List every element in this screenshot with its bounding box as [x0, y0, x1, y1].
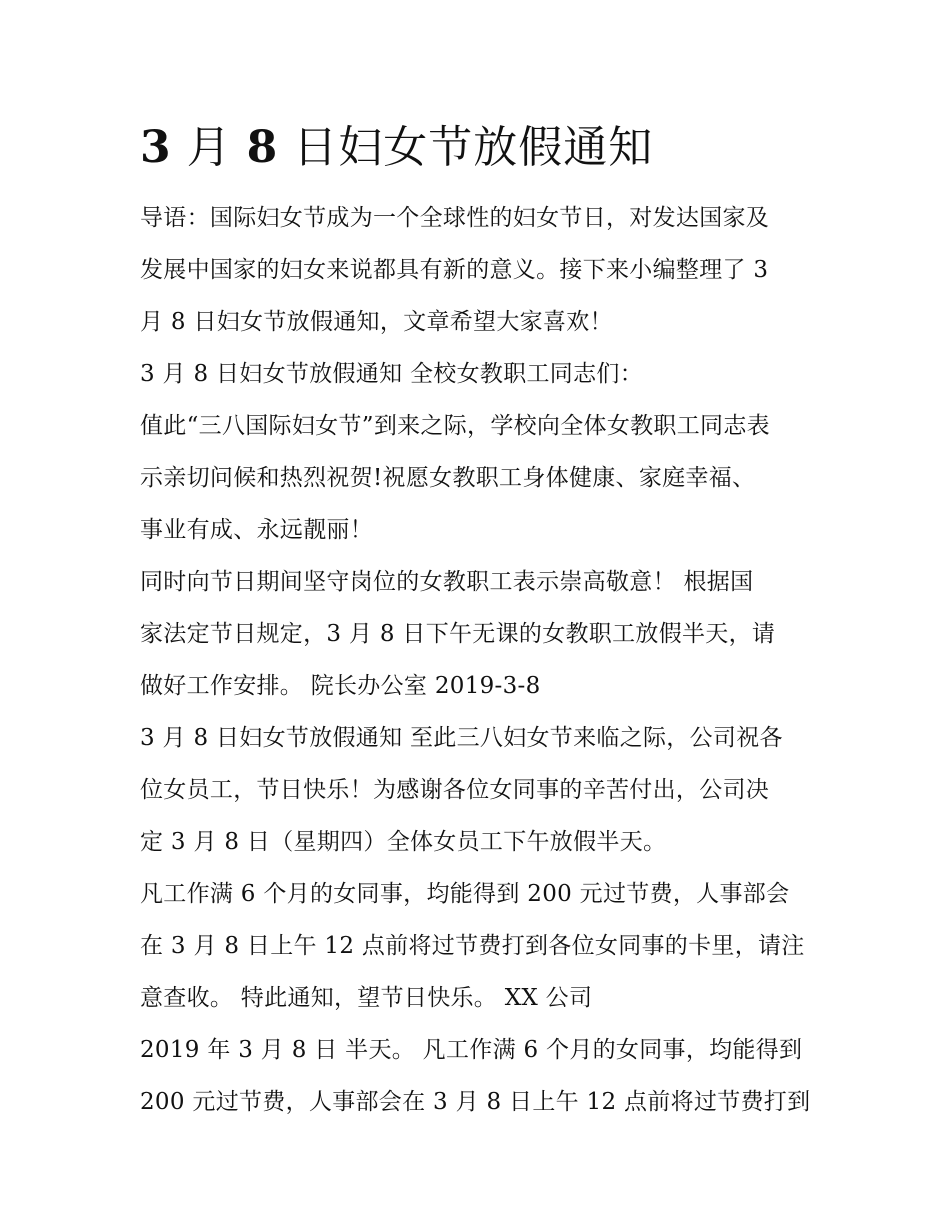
- title-month-label: 月: [171, 122, 247, 173]
- body-line: 位女员工，节日快乐！为感谢各位女同事的辛苦付出，公司决: [140, 777, 770, 803]
- body-line: 3 月 8 日妇女节放假通知 至此三八妇女节来临之际，公司祝各: [140, 725, 783, 751]
- document-body: [140, 192, 820, 1128]
- body-line: 200 元过节费，人事部会在 3 月 8 日上午 12 点前将过节费打到: [140, 1089, 811, 1115]
- body-line: 意查收。 特此通知，望节日快乐。 XX 公司: [140, 985, 593, 1011]
- body-line: 导语：国际妇女节成为一个全球性的妇女节日，对发达国家及: [140, 205, 770, 231]
- body-line: 定 3 月 8 日（星期四）全体女员工下午放假半天。: [140, 829, 667, 855]
- body-line: 同时向节日期间坚守岗位的女教职工表示崇高敬意！ 根据国: [140, 569, 754, 595]
- body-line: 凡工作满 6 个月的女同事，均能得到 200 元过节费，人事部会: [140, 881, 790, 907]
- title-month: 3: [140, 122, 172, 173]
- body-line: 月 8 日妇女节放假通知，文章希望大家喜欢！: [140, 309, 613, 335]
- body-line: 家法定节日规定，3 月 8 日下午无课的女教职工放假半天，请: [140, 621, 776, 647]
- document-page: [140, 118, 820, 1128]
- body-line: 示亲切问候和热烈祝贺!祝愿女教职工身体健康、家庭幸福、: [140, 465, 756, 491]
- body-line: 做好工作安排。 院长办公室 2019-3-8: [140, 673, 541, 699]
- body-line: 3 月 8 日妇女节放假通知 全校女教职工同志们：: [140, 361, 644, 387]
- body-line: 事业有成、永远靓丽！: [140, 517, 373, 543]
- body-line: 在 3 月 8 日上午 12 点前将过节费打到各位女同事的卡里，请注: [140, 933, 805, 959]
- title-day: 8: [246, 122, 279, 173]
- title-text: 日妇女节放假通知: [278, 122, 654, 173]
- body-line: 发展中国家的妇女来说都具有新的意义。接下来小编整理了 3: [140, 257, 769, 283]
- body-line: 2019 年 3 月 8 日 半天。 凡工作满 6 个月的女同事，均能得到: [140, 1037, 803, 1063]
- body-line: 值此“三八国际妇女节”到来之际，学校向全体女教职工同志表: [140, 413, 770, 439]
- document-title: [140, 118, 820, 178]
